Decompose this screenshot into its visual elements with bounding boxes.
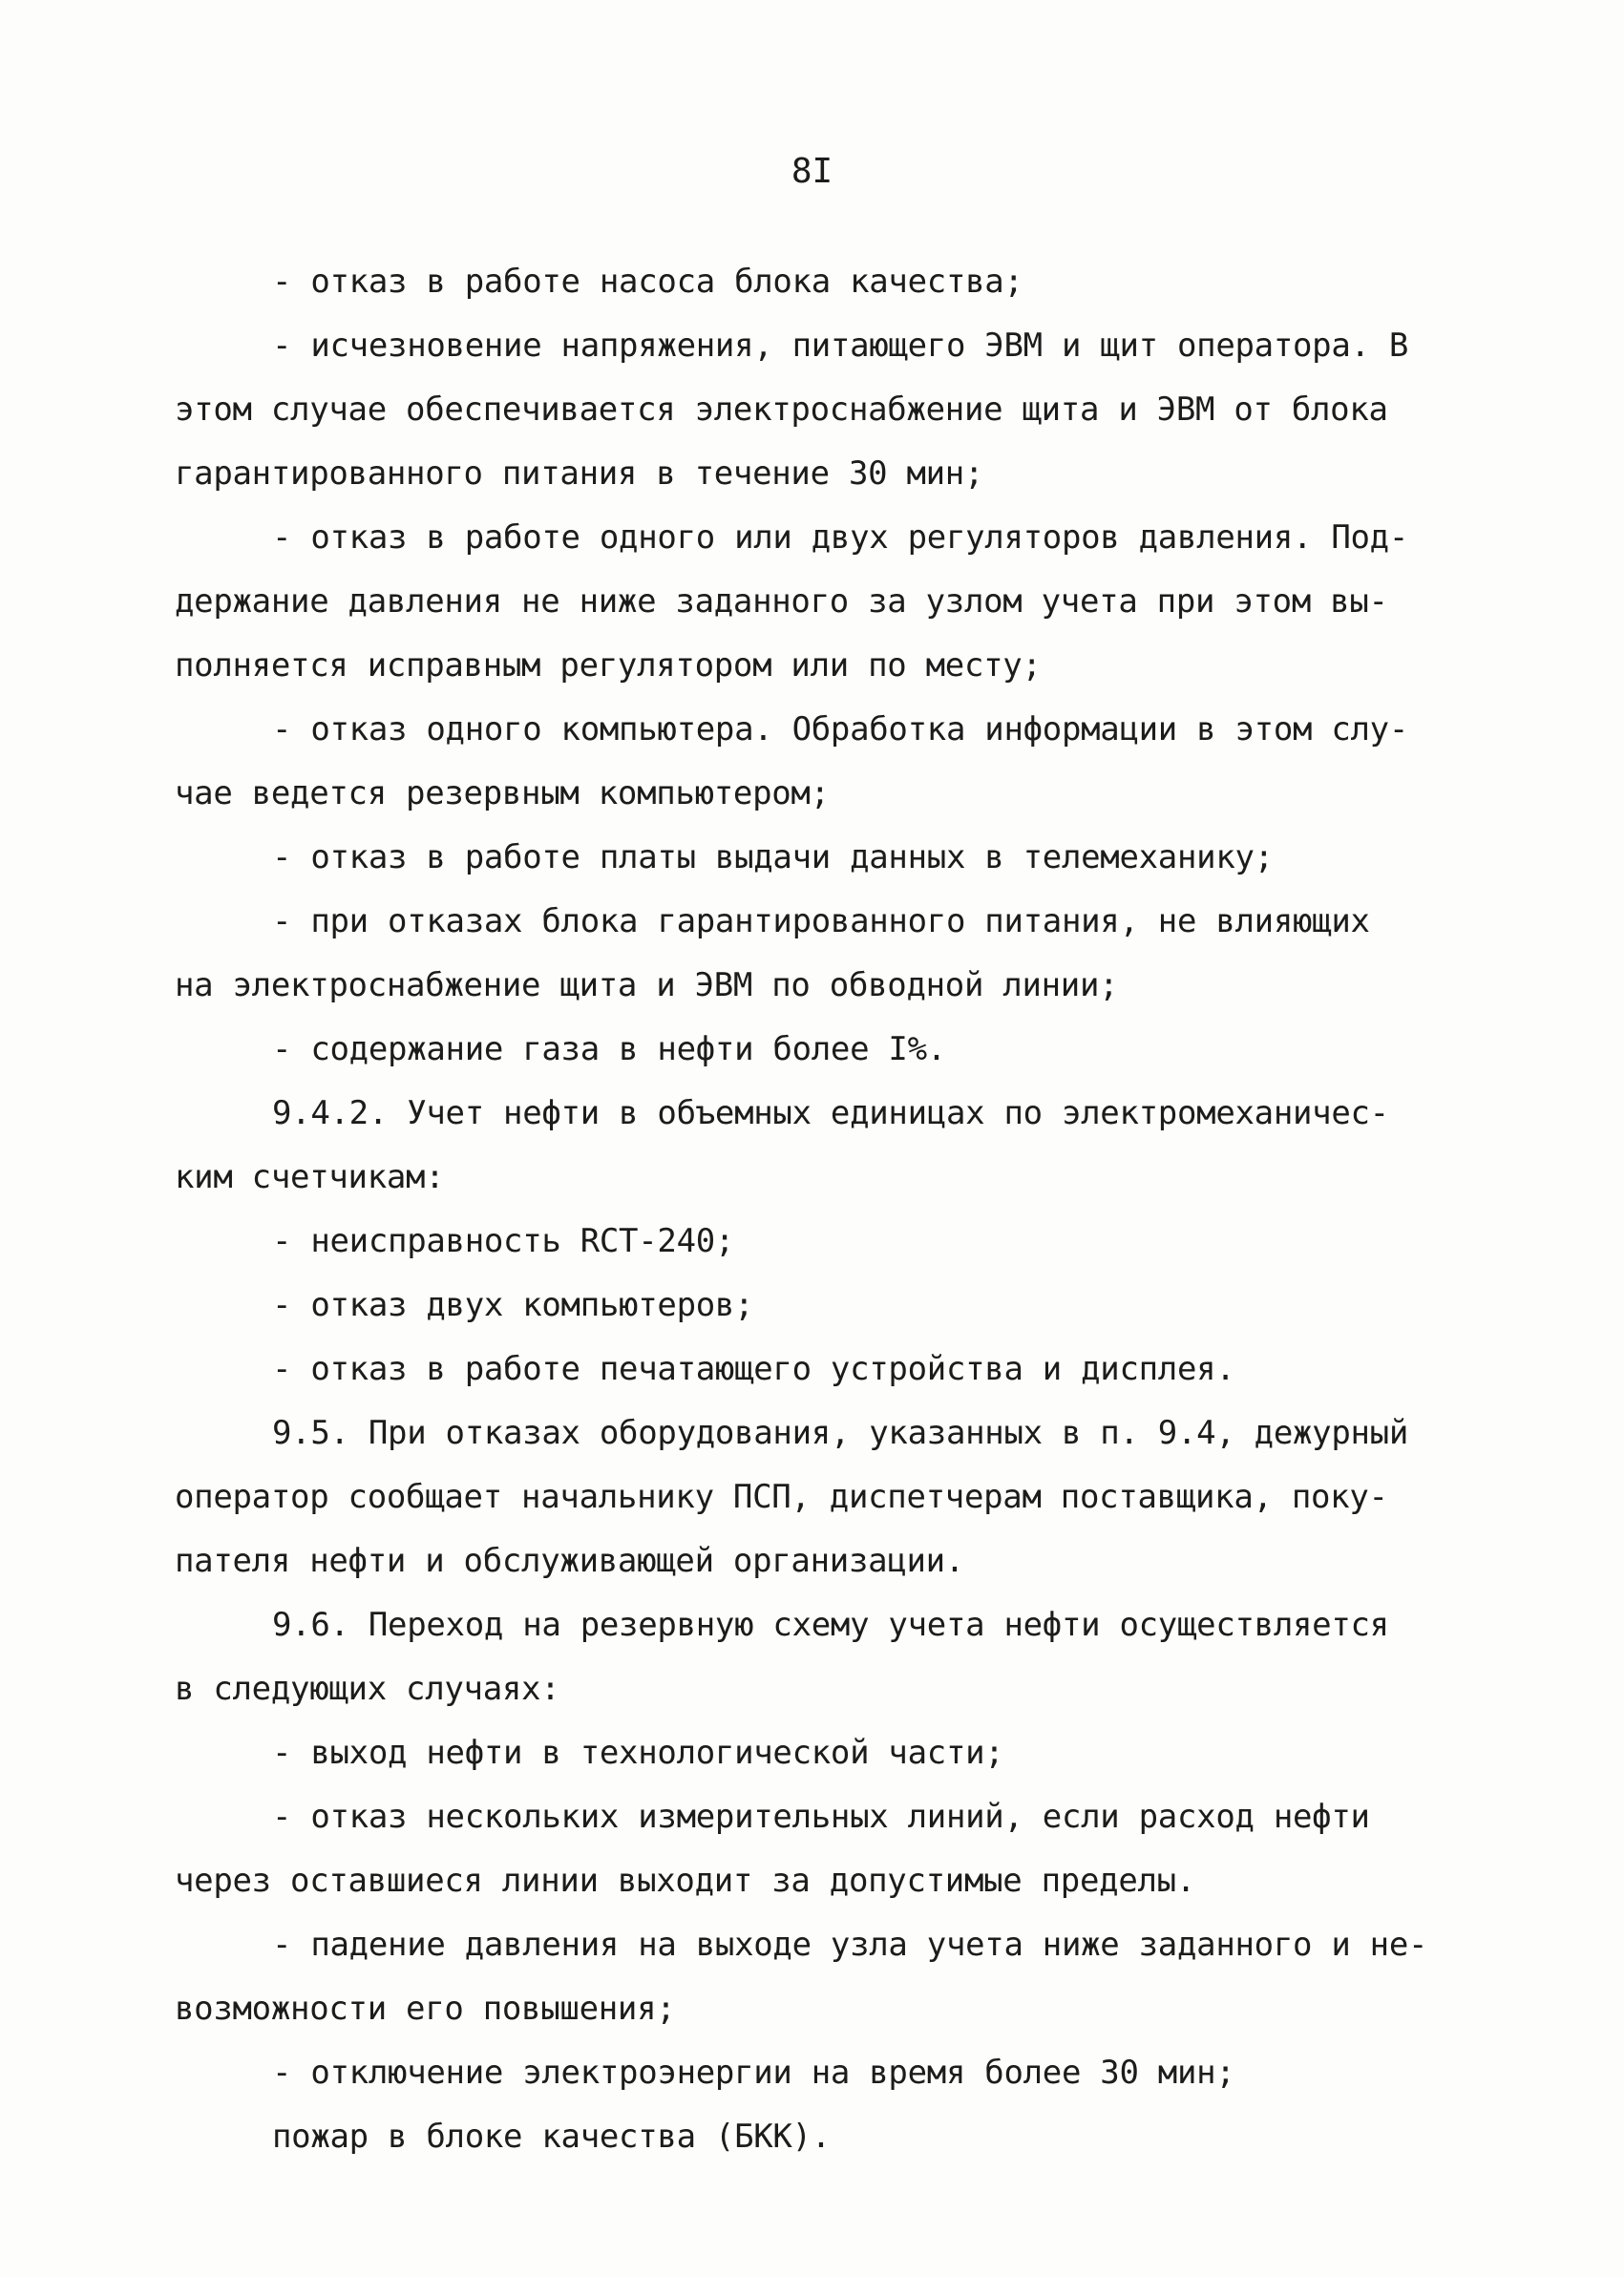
text-line: оператор сообщает начальнику ПСП, диспетчерам поставщика, поку-	[175, 1478, 1388, 1516]
text-line: ким счетчикам:	[175, 1158, 445, 1196]
text-line: - при отказах блока гарантированного питания, не влияющих	[272, 902, 1370, 940]
text-line: - отказ в работе платы выдачи данных в телемеханику;	[272, 838, 1274, 876]
text-line: в следующих случаях:	[175, 1670, 560, 1708]
text-line: - отключение электроэнергии на время более 30 мин;	[272, 2054, 1235, 2092]
text-line: пожар в блоке качества (БКК).	[272, 2118, 831, 2156]
text-line: возможности его повышения;	[175, 1990, 676, 2028]
text-line: чае ведется резервным компьютером;	[175, 774, 830, 812]
text-line: гарантированного питания в течение 30 мин;	[175, 454, 984, 493]
text-line: этом случае обеспечивается электроснабжение щита и ЭВМ от блока	[175, 390, 1388, 429]
text-line: - выход нефти в технологической части;	[272, 1734, 1004, 1772]
text-line: - отказ в работе печатающего устройства и дисплея.	[272, 1350, 1235, 1388]
text-line: - отказ в работе насоса блока качества;	[272, 263, 1023, 301]
text-line: - содержание газа в нефти более I%.	[272, 1030, 946, 1068]
text-line: 9.4.2. Учет нефти в объемных единицах по электромеханичес-	[272, 1094, 1389, 1132]
text-line: 9.5. При отказах оборудования, указанных в п. 9.4, дежурный	[272, 1414, 1409, 1452]
text-line: держание давления не ниже заданного за узлом учета при этом вы-	[175, 582, 1388, 621]
text-line: - отказ одного компьютера. Обработка информации в этом слу-	[272, 710, 1409, 748]
body-text	[175, 250, 1435, 2169]
text-line: - отказ нескольких измерительных линий, если расход нефти	[272, 1798, 1370, 1836]
text-line: - неисправность RCT-240;	[272, 1222, 735, 1260]
text-line: - исчезновение напряжения, питающего ЭВМ и щит оператора. В	[272, 327, 1409, 365]
text-line: через оставшиеся линии выходит за допустимые пределы.	[175, 1862, 1195, 1900]
text-line: на электроснабжение щита и ЭВМ по обводной линии;	[175, 966, 1119, 1004]
text-line: - отказ двух компьютеров;	[272, 1286, 754, 1324]
text-line: - падение давления на выходе узла учета ниже заданного и не-	[272, 1926, 1428, 1964]
text-line: полняется исправным регулятором или по месту;	[175, 646, 1042, 685]
text-line: - отказ в работе одного или двух регуляторов давления. Под-	[272, 518, 1409, 557]
text-line: пателя нефти и обслуживающей организации.	[175, 1542, 964, 1580]
text-line: 9.6. Переход на резервную схему учета нефти осуществляется	[272, 1606, 1389, 1644]
page-number: 8I	[791, 152, 833, 191]
